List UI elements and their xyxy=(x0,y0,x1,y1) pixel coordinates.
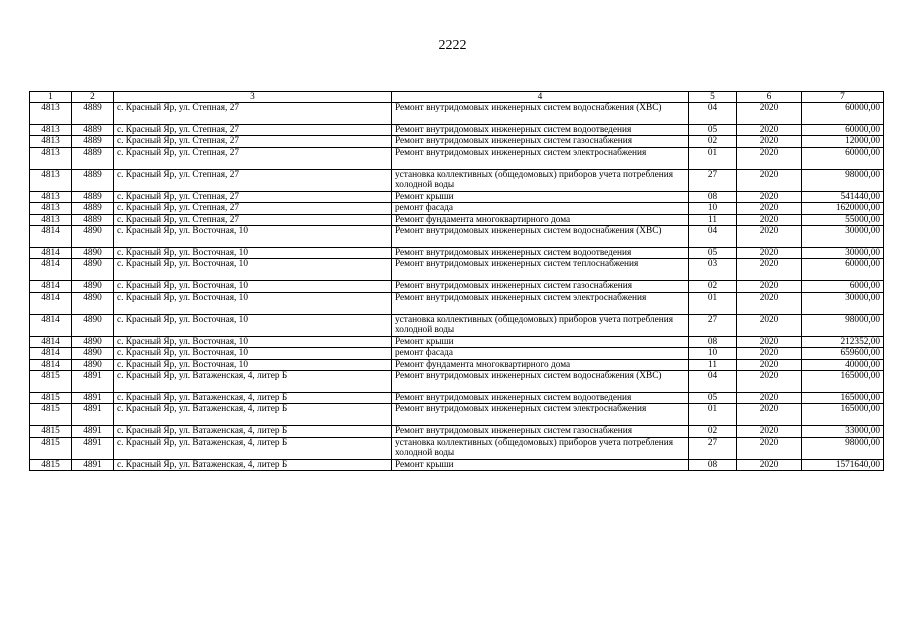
cell-year: 2020 xyxy=(737,348,802,359)
cell-code: 05 xyxy=(689,393,737,404)
cell-id: 4814 xyxy=(30,292,72,314)
cell-work-type: установка коллективных (общедомовых) приборов учета потребления холодной воды xyxy=(392,437,689,459)
table-row xyxy=(30,214,884,225)
cell-address: с. Красный Яр, ул. Степная, 27 xyxy=(114,136,392,147)
cell-code: 27 xyxy=(689,437,737,459)
cell-code: 04 xyxy=(689,103,737,125)
cell-work-type: Ремонт внутридомовых инженерных систем электроснабжения xyxy=(392,292,689,314)
cell-amount: 12000,00 xyxy=(802,136,884,147)
cell-code: 27 xyxy=(689,169,737,191)
cell-year: 2020 xyxy=(737,437,802,459)
cell-code: 11 xyxy=(689,214,737,225)
table-row xyxy=(30,259,884,281)
cell-code: 05 xyxy=(689,125,737,136)
cell-id: 4815 xyxy=(30,371,72,393)
cell-house-id: 4889 xyxy=(72,147,114,169)
cell-year: 2020 xyxy=(737,259,802,281)
cell-work-type: Ремонт внутридомовых инженерных систем водоотведения xyxy=(392,393,689,404)
cell-year: 2020 xyxy=(737,191,802,202)
cell-address: с. Красный Яр, ул. Ватаженская, 4, литер Б xyxy=(114,437,392,459)
cell-house-id: 4889 xyxy=(72,191,114,202)
table-row xyxy=(30,437,884,459)
cell-work-type: Ремонт внутридомовых инженерных систем газоснабжения xyxy=(392,281,689,292)
cell-amount: 1620000,00 xyxy=(802,203,884,214)
cell-work-type: Ремонт внутридомовых инженерных систем водоснабжения (ХВС) xyxy=(392,371,689,393)
cell-work-type: ремонт фасада xyxy=(392,203,689,214)
table-row xyxy=(30,404,884,426)
cell-work-type: Ремонт внутридомовых инженерных систем газоснабжения xyxy=(392,136,689,147)
table-row xyxy=(30,136,884,147)
cell-amount: 30000,00 xyxy=(802,248,884,259)
cell-id: 4815 xyxy=(30,393,72,404)
cell-code: 04 xyxy=(689,371,737,393)
cell-address: с. Красный Яр, ул. Степная, 27 xyxy=(114,125,392,136)
cell-house-id: 4891 xyxy=(72,404,114,426)
cell-address: с. Красный Яр, ул. Восточная, 10 xyxy=(114,248,392,259)
cell-year: 2020 xyxy=(737,404,802,426)
cell-work-type: Ремонт внутридомовых инженерных систем водоснабжения (ХВС) xyxy=(392,226,689,248)
table-row xyxy=(30,426,884,437)
cell-address: с. Красный Яр, ул. Ватаженская, 4, литер Б xyxy=(114,393,392,404)
cell-id: 4814 xyxy=(30,226,72,248)
cell-house-id: 4890 xyxy=(72,259,114,281)
cell-amount: 30000,00 xyxy=(802,226,884,248)
cell-amount: 165000,00 xyxy=(802,393,884,404)
cell-id: 4814 xyxy=(30,248,72,259)
cell-house-id: 4889 xyxy=(72,125,114,136)
table-row xyxy=(30,147,884,169)
works-table xyxy=(29,91,884,471)
cell-code: 27 xyxy=(689,314,737,336)
cell-address: с. Красный Яр, ул. Восточная, 10 xyxy=(114,348,392,359)
page-number: 2222 xyxy=(438,38,467,53)
cell-amount: 60000,00 xyxy=(802,259,884,281)
cell-house-id: 4891 xyxy=(72,371,114,393)
cell-id: 4815 xyxy=(30,426,72,437)
cell-year: 2020 xyxy=(737,226,802,248)
cell-code: 02 xyxy=(689,426,737,437)
cell-amount: 98000,00 xyxy=(802,437,884,459)
cell-amount: 541440,00 xyxy=(802,191,884,202)
cell-id: 4815 xyxy=(30,437,72,459)
cell-id: 4814 xyxy=(30,314,72,336)
table-row xyxy=(30,359,884,370)
cell-code: 08 xyxy=(689,459,737,470)
cell-work-type: Ремонт внутридомовых инженерных систем теплоснабжения xyxy=(392,259,689,281)
cell-year: 2020 xyxy=(737,248,802,259)
cell-id: 4814 xyxy=(30,336,72,347)
cell-amount: 1571640,00 xyxy=(802,459,884,470)
cell-house-id: 4890 xyxy=(72,292,114,314)
cell-id: 4813 xyxy=(30,125,72,136)
table-row xyxy=(30,226,884,248)
cell-year: 2020 xyxy=(737,147,802,169)
cell-address: с. Красный Яр, ул. Восточная, 10 xyxy=(114,281,392,292)
cell-year: 2020 xyxy=(737,371,802,393)
cell-house-id: 4890 xyxy=(72,281,114,292)
cell-house-id: 4889 xyxy=(72,103,114,125)
cell-code: 10 xyxy=(689,348,737,359)
cell-code: 04 xyxy=(689,226,737,248)
cell-address: с. Красный Яр, ул. Степная, 27 xyxy=(114,103,392,125)
cell-code: 03 xyxy=(689,259,737,281)
column-header-3: 3 xyxy=(114,92,392,103)
cell-work-type: установка коллективных (общедомовых) приборов учета потребления холодной воды xyxy=(392,169,689,191)
cell-house-id: 4889 xyxy=(72,136,114,147)
cell-address: с. Красный Яр, ул. Ватаженская, 4, литер Б xyxy=(114,371,392,393)
cell-id: 4813 xyxy=(30,191,72,202)
cell-year: 2020 xyxy=(737,459,802,470)
cell-amount: 165000,00 xyxy=(802,371,884,393)
cell-house-id: 4890 xyxy=(72,359,114,370)
cell-amount: 212352,00 xyxy=(802,336,884,347)
cell-amount: 98000,00 xyxy=(802,169,884,191)
table-row xyxy=(30,348,884,359)
cell-house-id: 4889 xyxy=(72,169,114,191)
cell-work-type: Ремонт крыши xyxy=(392,459,689,470)
cell-work-type: Ремонт внутридомовых инженерных систем электроснабжения xyxy=(392,147,689,169)
cell-amount: 165000,00 xyxy=(802,404,884,426)
cell-house-id: 4890 xyxy=(72,348,114,359)
cell-year: 2020 xyxy=(737,203,802,214)
cell-work-type: Ремонт внутридомовых инженерных систем водоотведения xyxy=(392,125,689,136)
cell-house-id: 4890 xyxy=(72,336,114,347)
cell-work-type: ремонт фасада xyxy=(392,348,689,359)
table-row xyxy=(30,191,884,202)
cell-id: 4813 xyxy=(30,203,72,214)
table-row xyxy=(30,281,884,292)
cell-house-id: 4889 xyxy=(72,203,114,214)
cell-code: 02 xyxy=(689,281,737,292)
cell-house-id: 4890 xyxy=(72,226,114,248)
column-header-2: 2 xyxy=(72,92,114,103)
cell-year: 2020 xyxy=(737,314,802,336)
cell-id: 4813 xyxy=(30,103,72,125)
table-row xyxy=(30,393,884,404)
cell-code: 02 xyxy=(689,136,737,147)
cell-amount: 33000,00 xyxy=(802,426,884,437)
cell-id: 4813 xyxy=(30,169,72,191)
cell-id: 4813 xyxy=(30,214,72,225)
cell-work-type: Ремонт внутридомовых инженерных систем газоснабжения xyxy=(392,426,689,437)
column-header-6: 6 xyxy=(737,92,802,103)
cell-work-type: Ремонт крыши xyxy=(392,191,689,202)
cell-house-id: 4891 xyxy=(72,459,114,470)
table-row xyxy=(30,203,884,214)
column-header-5: 5 xyxy=(689,92,737,103)
cell-code: 01 xyxy=(689,147,737,169)
table-row xyxy=(30,292,884,314)
cell-year: 2020 xyxy=(737,136,802,147)
cell-code: 01 xyxy=(689,404,737,426)
cell-work-type: Ремонт внутридомовых инженерных систем водоснабжения (ХВС) xyxy=(392,103,689,125)
cell-work-type: Ремонт внутридомовых инженерных систем водоотведения xyxy=(392,248,689,259)
cell-address: с. Красный Яр, ул. Степная, 27 xyxy=(114,147,392,169)
cell-id: 4813 xyxy=(30,147,72,169)
table-row xyxy=(30,103,884,125)
cell-year: 2020 xyxy=(737,426,802,437)
cell-id: 4814 xyxy=(30,259,72,281)
cell-id: 4815 xyxy=(30,459,72,470)
cell-amount: 659600,00 xyxy=(802,348,884,359)
cell-amount: 30000,00 xyxy=(802,292,884,314)
cell-id: 4815 xyxy=(30,404,72,426)
cell-work-type: Ремонт фундамента многоквартирного дома xyxy=(392,214,689,225)
cell-address: с. Красный Яр, ул. Восточная, 10 xyxy=(114,259,392,281)
cell-house-id: 4889 xyxy=(72,214,114,225)
cell-amount: 60000,00 xyxy=(802,103,884,125)
cell-code: 08 xyxy=(689,336,737,347)
cell-address: с. Красный Яр, ул. Ватаженская, 4, литер Б xyxy=(114,404,392,426)
table-row xyxy=(30,371,884,393)
cell-year: 2020 xyxy=(737,359,802,370)
cell-address: с. Красный Яр, ул. Восточная, 10 xyxy=(114,314,392,336)
cell-house-id: 4891 xyxy=(72,426,114,437)
cell-id: 4814 xyxy=(30,359,72,370)
cell-year: 2020 xyxy=(737,103,802,125)
cell-address: с. Красный Яр, ул. Степная, 27 xyxy=(114,214,392,225)
cell-house-id: 4891 xyxy=(72,437,114,459)
cell-id: 4813 xyxy=(30,136,72,147)
table-row xyxy=(30,169,884,191)
table-row xyxy=(30,314,884,336)
column-header-1: 1 xyxy=(30,92,72,103)
cell-address: с. Красный Яр, ул. Степная, 27 xyxy=(114,203,392,214)
cell-address: с. Красный Яр, ул. Восточная, 10 xyxy=(114,292,392,314)
cell-code: 11 xyxy=(689,359,737,370)
cell-year: 2020 xyxy=(737,125,802,136)
cell-address: с. Красный Яр, ул. Восточная, 10 xyxy=(114,359,392,370)
cell-address: с. Красный Яр, ул. Ватаженская, 4, литер Б xyxy=(114,426,392,437)
column-header-4: 4 xyxy=(392,92,689,103)
cell-year: 2020 xyxy=(737,393,802,404)
cell-year: 2020 xyxy=(737,292,802,314)
cell-amount: 98000,00 xyxy=(802,314,884,336)
cell-work-type: Ремонт крыши xyxy=(392,336,689,347)
column-header-7: 7 xyxy=(802,92,884,103)
cell-code: 08 xyxy=(689,191,737,202)
table-row xyxy=(30,248,884,259)
cell-year: 2020 xyxy=(737,169,802,191)
cell-work-type: установка коллективных (общедомовых) приборов учета потребления холодной воды xyxy=(392,314,689,336)
cell-amount: 55000,00 xyxy=(802,214,884,225)
table-row xyxy=(30,125,884,136)
cell-address: с. Красный Яр, ул. Степная, 27 xyxy=(114,191,392,202)
cell-id: 4814 xyxy=(30,281,72,292)
cell-address: с. Красный Яр, ул. Степная, 27 xyxy=(114,169,392,191)
cell-address: с. Красный Яр, ул. Восточная, 10 xyxy=(114,336,392,347)
cell-address: с. Красный Яр, ул. Восточная, 10 xyxy=(114,226,392,248)
cell-year: 2020 xyxy=(737,336,802,347)
cell-work-type: Ремонт фундамента многоквартирного дома xyxy=(392,359,689,370)
cell-code: 10 xyxy=(689,203,737,214)
cell-work-type: Ремонт внутридомовых инженерных систем электроснабжения xyxy=(392,404,689,426)
cell-id: 4814 xyxy=(30,348,72,359)
cell-amount: 40000,00 xyxy=(802,359,884,370)
header-row xyxy=(30,92,884,103)
cell-address: с. Красный Яр, ул. Ватаженская, 4, литер Б xyxy=(114,459,392,470)
cell-house-id: 4891 xyxy=(72,393,114,404)
cell-house-id: 4890 xyxy=(72,314,114,336)
cell-year: 2020 xyxy=(737,281,802,292)
cell-year: 2020 xyxy=(737,214,802,225)
cell-house-id: 4890 xyxy=(72,248,114,259)
cell-amount: 60000,00 xyxy=(802,147,884,169)
cell-amount: 6000,00 xyxy=(802,281,884,292)
cell-code: 05 xyxy=(689,248,737,259)
cell-code: 01 xyxy=(689,292,737,314)
table-row xyxy=(30,336,884,347)
table-row xyxy=(30,459,884,470)
cell-amount: 60000,00 xyxy=(802,125,884,136)
